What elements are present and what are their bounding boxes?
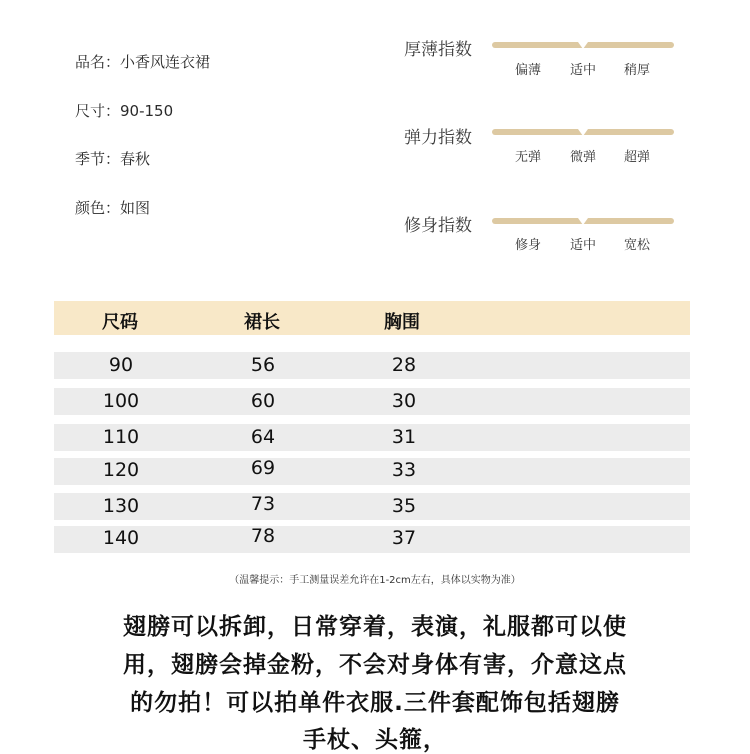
header-size: 尺码 [102,312,138,333]
table-row [54,526,690,553]
product-size-row [75,100,173,121]
row-size: 120 [102,459,140,481]
product-name-row [75,51,210,72]
fit-level-slim: 修身 [514,238,541,253]
header-chest: 胸围 [384,312,420,333]
row-size: 110 [102,426,140,448]
thickness-index-title: 厚薄指数 [404,40,472,60]
product-size-label: 尺寸： [75,102,121,120]
row-chest: 30 [391,390,417,412]
row-chest: 37 [391,527,417,549]
thickness-level-medium: 适中 [569,63,596,78]
elasticity-index-marker [578,129,588,136]
row-chest: 35 [391,495,417,517]
table-row [54,424,690,451]
row-length: 73 [250,493,276,515]
row-chest: 31 [391,426,417,448]
table-row [54,458,690,485]
note-line: 手杖、头箍， [303,727,447,753]
fit-index-title: 修身指数 [404,216,472,236]
thickness-level-thin: 偏薄 [514,63,541,78]
measurement-tip: （温馨提示：手工测量误差允许在1-2cm左右，具体以实物为准） [229,575,521,586]
thickness-level-thick: 稍厚 [623,63,650,78]
note-line: 的勿拍！可以拍单件衣服.三件套配饰包括翅膀 [130,690,620,716]
product-season-row [75,148,150,169]
product-color-row [75,197,150,218]
row-size: 140 [102,527,140,549]
product-name-label: 品名： [75,53,121,71]
size-table-header [54,301,690,335]
header-length: 裙长 [244,312,280,333]
row-length: 60 [250,390,276,412]
product-name-value: 小香风连衣裙 [120,53,211,71]
product-season-label: 季节： [75,150,121,168]
row-length: 78 [250,525,276,547]
fit-index-marker [578,218,588,225]
fit-level-loose: 宽松 [623,238,650,253]
product-season-value: 春秋 [120,150,151,168]
row-chest: 28 [391,354,417,376]
note-line: 用，翅膀会掉金粉，不会对身体有害，介意这点 [123,652,627,678]
elasticity-index-title: 弹力指数 [404,128,472,148]
row-size: 100 [102,390,140,412]
note-line: 翅膀可以拆卸，日常穿着，表演，礼服都可以使 [123,614,627,640]
product-color-value: 如图 [120,199,151,217]
fit-level-medium: 适中 [569,238,596,253]
table-row [54,388,690,415]
elasticity-level-slight: 微弹 [569,150,596,165]
row-size: 90 [108,354,134,376]
row-length: 64 [250,426,276,448]
row-size: 130 [102,495,140,517]
table-row [54,493,690,520]
row-length: 69 [250,457,276,479]
product-size-value: 90-150 [120,102,174,120]
elasticity-level-super: 超弹 [623,150,650,165]
row-length: 56 [250,354,276,376]
elasticity-level-none: 无弹 [514,150,541,165]
thickness-index-marker [578,42,588,49]
table-row [54,352,690,379]
product-color-label: 颜色： [75,199,121,217]
row-chest: 33 [391,459,417,481]
